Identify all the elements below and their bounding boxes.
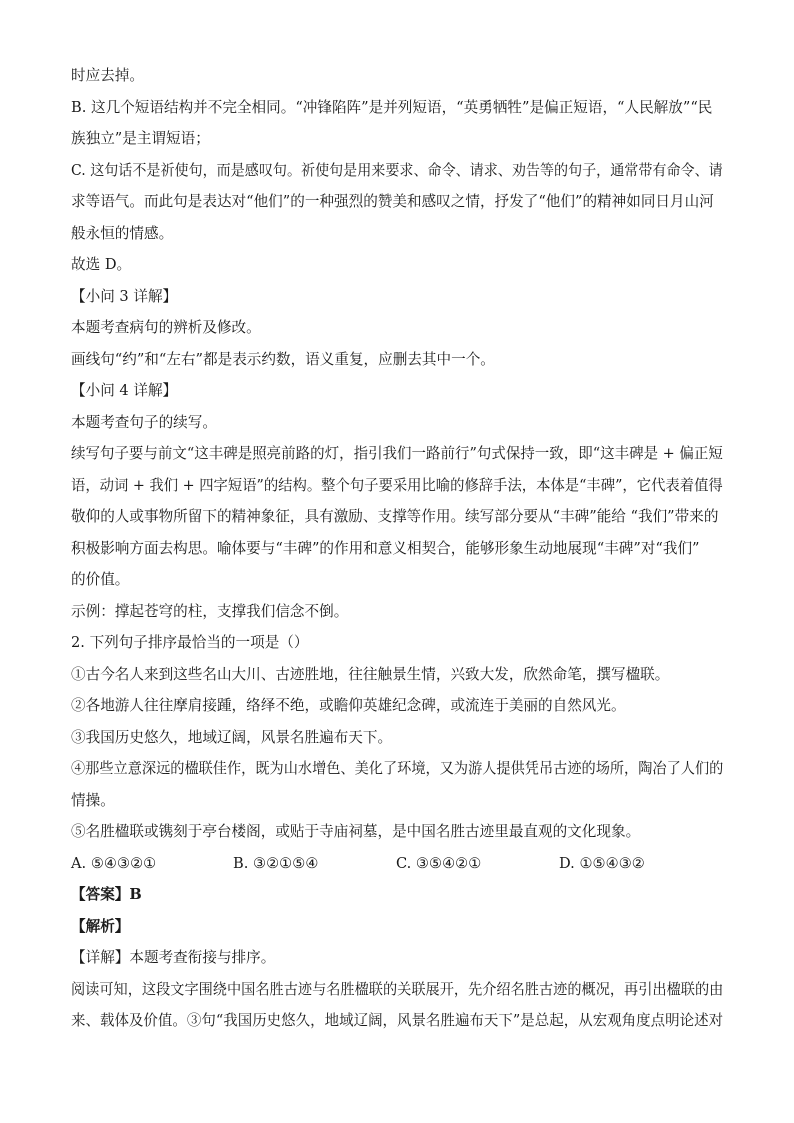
text-line: 本题考查病句的辨析及修改。: [71, 319, 261, 336]
analysis-label: 【解析】: [71, 918, 130, 935]
text-line: 的价值。: [71, 571, 130, 588]
option-b: B. ③②①⑤④: [233, 855, 319, 872]
section-heading: 【小问 4 详解】: [71, 382, 178, 399]
answer-label: 【答案】B: [71, 886, 142, 903]
text-line: 般永恒的情感。: [71, 225, 174, 242]
text-line: 故选 D。: [71, 256, 132, 273]
detail-heading: 【详解】本题考查衔接与排序。: [71, 949, 276, 966]
sentence-4-cont: 情操。: [71, 792, 115, 809]
sentence-4: ④那些立意深远的楹联佳作，既为山水增色、美化了环境，又为游人提供凭吊古迹的场所，陶冶了人们的: [71, 760, 724, 777]
text-line: 语，动词 + 我们 + 四字短语”的结构。整个句子要采用比喻的修辞手法，本体是“丰碑”，它代表着值得: [71, 477, 723, 494]
section-heading: 【小问 3 详解】: [71, 288, 178, 305]
text-line: 续写句子要与前文“这丰碑是照亮前路的灯，指引我们一路前行”句式保持一致，即“这丰碑是 + 偏正短: [71, 445, 723, 462]
sentence-3: ③我国历史悠久，地域辽阔，风景名胜遍布天下。: [71, 729, 393, 746]
text-line: 求等语气。而此句是表达对“他们”的一种强烈的赞美和感叹之情，抒发了“他们”的精神如同日月山河: [71, 193, 714, 210]
option-a: A. ⑤④③②①: [71, 855, 157, 872]
question-stem: 2. 下列句子排序最恰当的一项是（）: [71, 634, 309, 651]
sentence-1: ①古今名人来到这些名山大川、古迹胜地，往往触景生情，兴致大发，欣然命笔，撰写楹联。: [71, 666, 670, 683]
text-line: 来、载体及价值。③句“我国历史悠久，地域辽阔，风景名胜遍布天下”是总起，从宏观角度点明论述对: [71, 1012, 724, 1029]
text-line: 画线句“约”和“左右”都是表示约数，语义重复，应删去其中一个。: [71, 351, 495, 368]
option-d: D. ①⑤④③②: [559, 855, 645, 872]
text-line: B. 这几个短语结构并不完全相同。“冲锋陷阵”是并列短语，“英勇牺牲”是偏正短语，“人民解放”“民: [71, 99, 713, 116]
sentence-5: ⑤名胜楹联或镌刻于亭台楼阁，或贴于寺庙祠墓，是中国名胜古迹里最直观的文化现象。: [71, 823, 641, 840]
text-line: 本题考查句子的续写。: [71, 414, 217, 431]
example-line: 示例：撑起苍穹的柱，支撑我们信念不倒。: [71, 603, 349, 620]
option-c: C. ③⑤④②①: [396, 855, 482, 872]
text-line: 积极影响方面去构思。喻体要与“丰碑”的作用和意义相契合，能够形象生动地展现“丰碑”对“我们”: [71, 540, 700, 557]
text-line: 时应去掉。: [71, 67, 144, 84]
sentence-2: ②各地游人往往摩肩接踵，络绎不绝，或瞻仰英雄纪念碑，或流连于美丽的自然风光。: [71, 697, 626, 714]
text-line: 阅读可知，这段文字围绕中国名胜古迹与名胜楹联的关联展开，先介绍名胜古迹的概况，再引出楹联的由: [71, 981, 724, 998]
text-line: 族独立”是主谓短语；: [71, 130, 210, 147]
text-line: C. 这句话不是祈使句，而是感叹句。祈使句是用来要求、命令、请求、劝告等的句子，通常带有命令、请: [71, 162, 723, 179]
text-line: 敬仰的人或事物所留下的精神象征，具有激励、支撑等作用。续写部分要从“丰碑”能给 “我们”带来的: [71, 508, 719, 525]
